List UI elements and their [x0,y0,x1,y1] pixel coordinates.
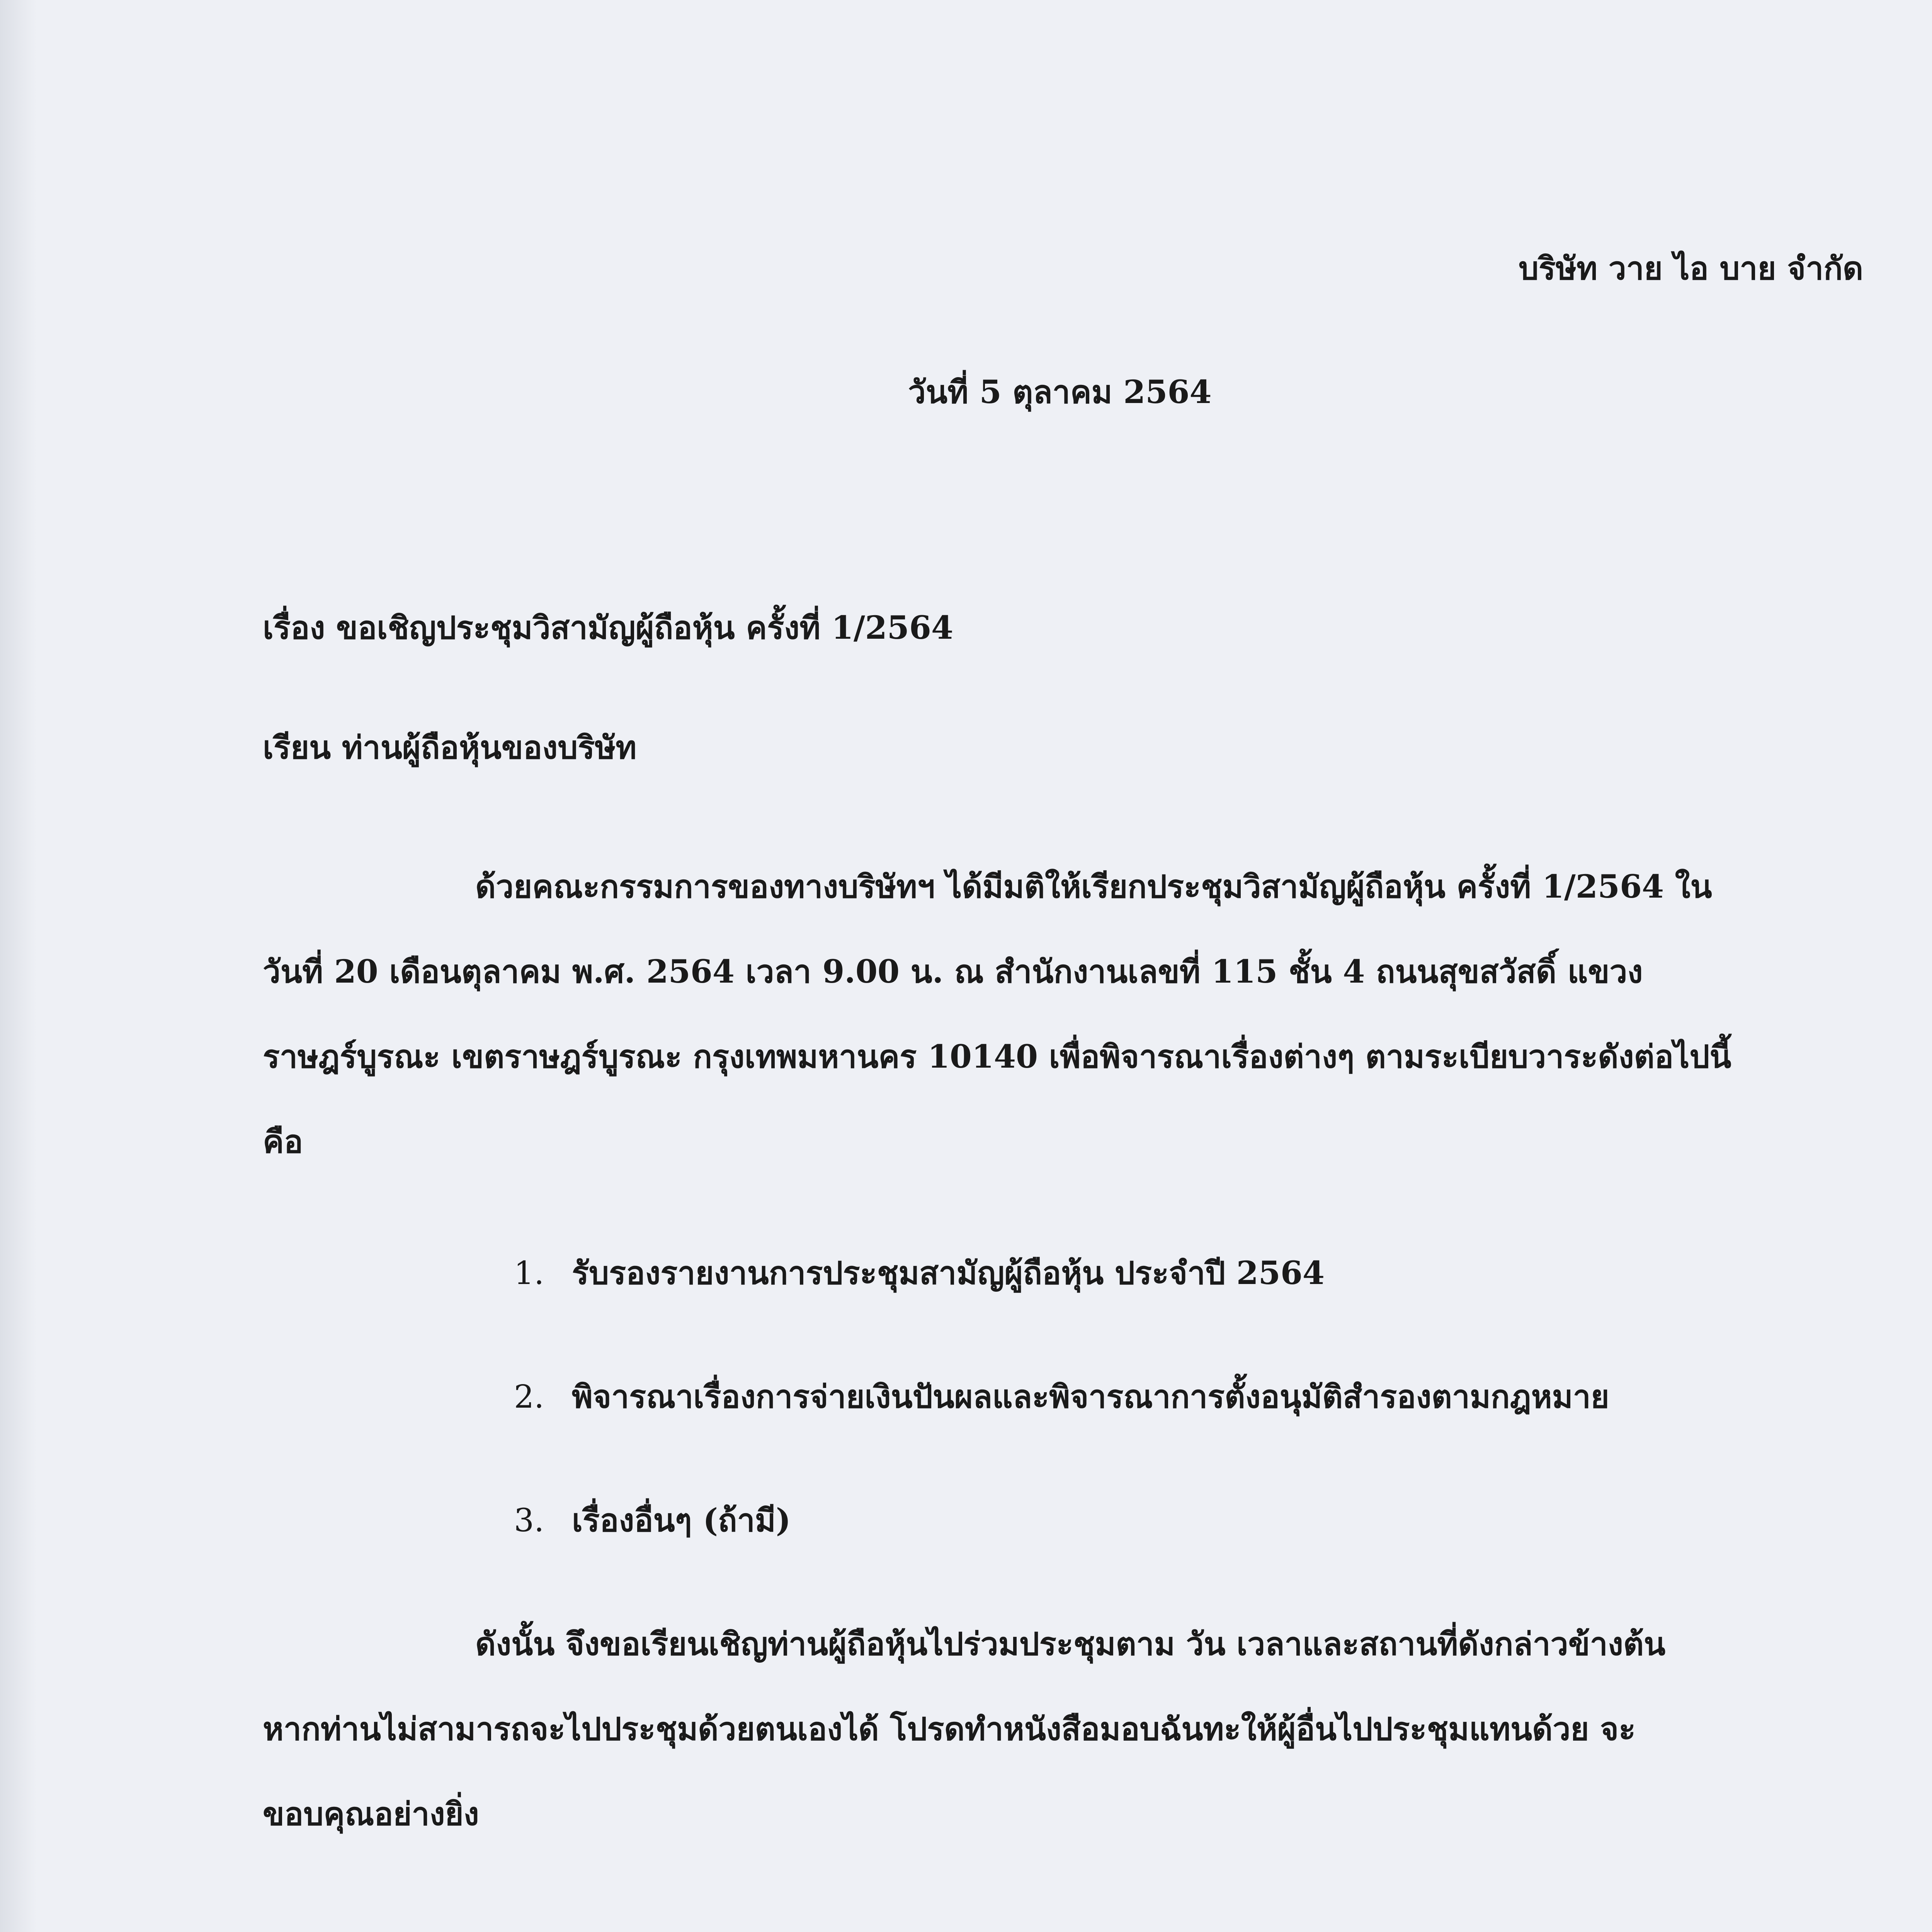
agenda-item [514,1376,1609,1418]
agenda-text: เรื่องอื่นๆ (ถ้ามี) [572,1502,791,1539]
paragraph-2-line: ขอบคุณอย่างยิ่ง [263,1796,479,1833]
agenda-text: รับรองรายงานการประชุมสามัญผู้ถือหุ้น ประจำปี 2564 [572,1255,1325,1292]
agenda-item [514,1499,791,1542]
paragraph-1-line: คือ [263,1123,303,1160]
company-name: บริษัท วาย ไอ บาย จำกัด [1519,250,1864,287]
subject-line: เรื่อง ขอเชิญประชุมวิสามัญผู้ถือหุ้น ครั้งที่ 1/2564 [263,609,954,646]
agenda-number: 1. [514,1255,544,1292]
recipient-line: เรียน ท่านผู้ถือหุ้นของบริษัท [263,729,637,766]
paragraph-1-line: ราษฎร์บูรณะ เขตราษฎร์บูรณะ กรุงเทพมหานคร 10140 เพื่อพิจารณาเรื่องต่างๆ ตามระเบียบวาระดังต่อไปนี้ [263,1038,1731,1075]
letter-date: วันที่ 5 ตุลาคม 2564 [908,374,1212,411]
paragraph-2-line: หากท่านไม่สามารถจะไปประชุมด้วยตนเองได้ โปรดทำหนังสือมอบฉันทะให้ผู้อื่นไปประชุมแทนด้วย จะ [263,1711,1636,1748]
agenda-number: 2. [514,1379,544,1415]
agenda-text: พิจารณาเรื่องการจ่ายเงินปันผลและพิจารณาการตั้งอนุมัติสำรองตามกฎหมาย [572,1378,1609,1415]
scan-edge [0,0,37,1932]
paragraph-1-line: วันที่ 20 เดือนตุลาคม พ.ศ. 2564 เวลา 9.00 น. ณ สำนักงานเลขที่ 115 ชั้น 4 ถนนสุขสวัสดิ์ แขวง [263,953,1643,990]
agenda-item [514,1252,1325,1295]
paragraph-2-line: ดังนั้น จึงขอเรียนเชิญท่านผู้ถือหุ้นไปร่วมประชุมตาม วัน เวลาและสถานที่ดังกล่าวข้างต้น [475,1626,1666,1663]
paragraph-1-line: ด้วยคณะกรรมการของทางบริษัทฯ ได้มีมติให้เรียกประชุมวิสามัญผู้ถือหุ้น ครั้งที่ 1/2564 ใน [475,868,1712,905]
agenda-number: 3. [514,1502,544,1539]
